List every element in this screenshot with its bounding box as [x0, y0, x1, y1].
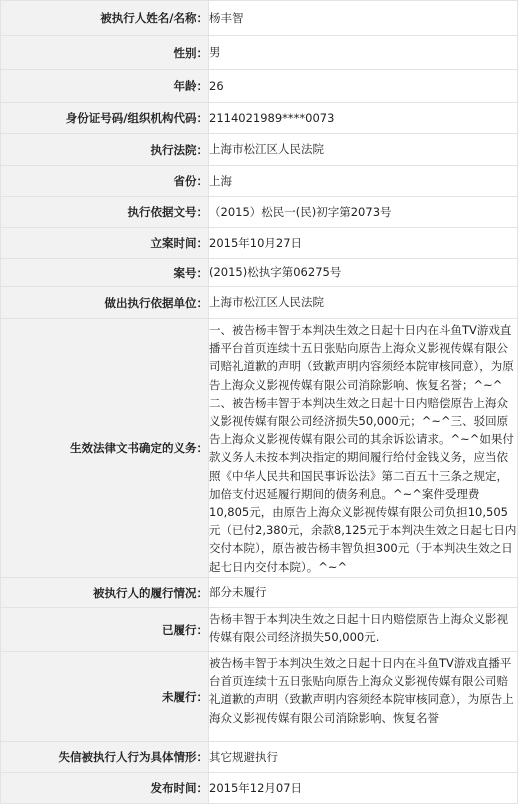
- value-id-number: 2114021989****0073: [209, 103, 518, 134]
- row-filing-date: [1, 228, 518, 259]
- row-age: [1, 70, 518, 103]
- value-gender: 男: [209, 36, 518, 70]
- label-obligations: 生效法律文书确定的义务：: [1, 319, 209, 578]
- label-case-number: 案号：: [1, 259, 209, 287]
- label-court: 执行法院：: [1, 134, 209, 166]
- value-filing-date: 2015年10月27日: [209, 228, 518, 259]
- label-unperformed: 未履行：: [1, 652, 209, 742]
- value-age: 26: [209, 70, 518, 103]
- value-obligations: 一、被告杨丰智于本判决生效之日起十日内在斗鱼TV游戏直播平台首页连续十五日张贴向原告上海众义影视传媒有限公司赔礼道歉的声明（致歉声明内容须经本院审核同意），为原告上海众义影视传媒有限公司消除影响、恢复名誉；^~^二、被告杨丰智于本判决生效之日起十日内赔偿原告上海众义影视传媒有限公司经济损失50,000元；^~^三、驳回原告上海众义影视传媒有限公司的其余诉讼请求。^~^如果付款义务人未按本判决指定的期间履行给付金钱义务，应当依照《中华人民共和国民事诉讼法》第二百五十三条之规定，加倍支付迟延履行期间的债务利息。^~^案件受理费10,805元，由原告上海众义影视传媒有限公司负担10,505元（已付2,380元，余款8,125元于本判决生效之日起七日内交付本院），原告被告杨丰智负担300元（于本判决生效之日起七日内交付本院）。^~^: [209, 319, 518, 578]
- row-dishonest-behavior: [1, 742, 518, 773]
- value-court: 上海市松江区人民法院: [209, 134, 518, 166]
- row-obligations: [1, 319, 518, 578]
- value-issuing-unit: 上海市松江区人民法院: [209, 287, 518, 319]
- label-id-number: 身份证号码/组织机构代码：: [1, 103, 209, 134]
- label-province: 省份：: [1, 166, 209, 197]
- label-issuing-unit: 做出执行依据单位：: [1, 287, 209, 319]
- value-province: 上海: [209, 166, 518, 197]
- row-performed: [1, 608, 518, 652]
- label-name: 被执行人姓名/名称：: [1, 1, 209, 36]
- label-age: 年龄：: [1, 70, 209, 103]
- value-unperformed: 被告杨丰智于本判决生效之日起十日内在斗鱼TV游戏直播平台首页连续十五日张贴向原告上海众义影视传媒有限公司赔礼道歉的声明（致歉声明内容须经本院审核同意），为原告上海众义影视传媒有限公司消除影响、恢复名誉: [209, 652, 518, 742]
- value-case-number: (2015)松执字第06275号: [209, 259, 518, 287]
- label-performed: 已履行：: [1, 608, 209, 652]
- label-basis-doc-number: 执行依据文号：: [1, 197, 209, 228]
- value-publish-date: 2015年12月07日: [209, 773, 518, 804]
- value-name: 杨丰智: [209, 1, 518, 36]
- label-gender: 性别：: [1, 36, 209, 70]
- row-name: [1, 1, 518, 36]
- label-publish-date: 发布时间：: [1, 773, 209, 804]
- label-dishonest-behavior: 失信被执行人行为具体情形：: [1, 742, 209, 773]
- row-province: [1, 166, 518, 197]
- row-basis-doc-number: [1, 197, 518, 228]
- row-gender: [1, 36, 518, 70]
- label-performance-status: 被执行人的履行情况：: [1, 578, 209, 608]
- value-performance-status: 部分未履行: [209, 578, 518, 608]
- value-basis-doc-number: （2015）松民一(民)初字第2073号: [209, 197, 518, 228]
- row-case-number: [1, 259, 518, 287]
- row-unperformed: [1, 652, 518, 742]
- row-publish-date: [1, 773, 518, 804]
- row-performance-status: [1, 578, 518, 608]
- label-filing-date: 立案时间：: [1, 228, 209, 259]
- row-issuing-unit: [1, 287, 518, 319]
- row-court: [1, 134, 518, 166]
- row-id-number: [1, 103, 518, 134]
- value-dishonest-behavior: 其它规避执行: [209, 742, 518, 773]
- value-performed: 告杨丰智于本判决生效之日起十日内赔偿原告上海众义影视传媒有限公司经济损失50,000元.: [209, 608, 518, 652]
